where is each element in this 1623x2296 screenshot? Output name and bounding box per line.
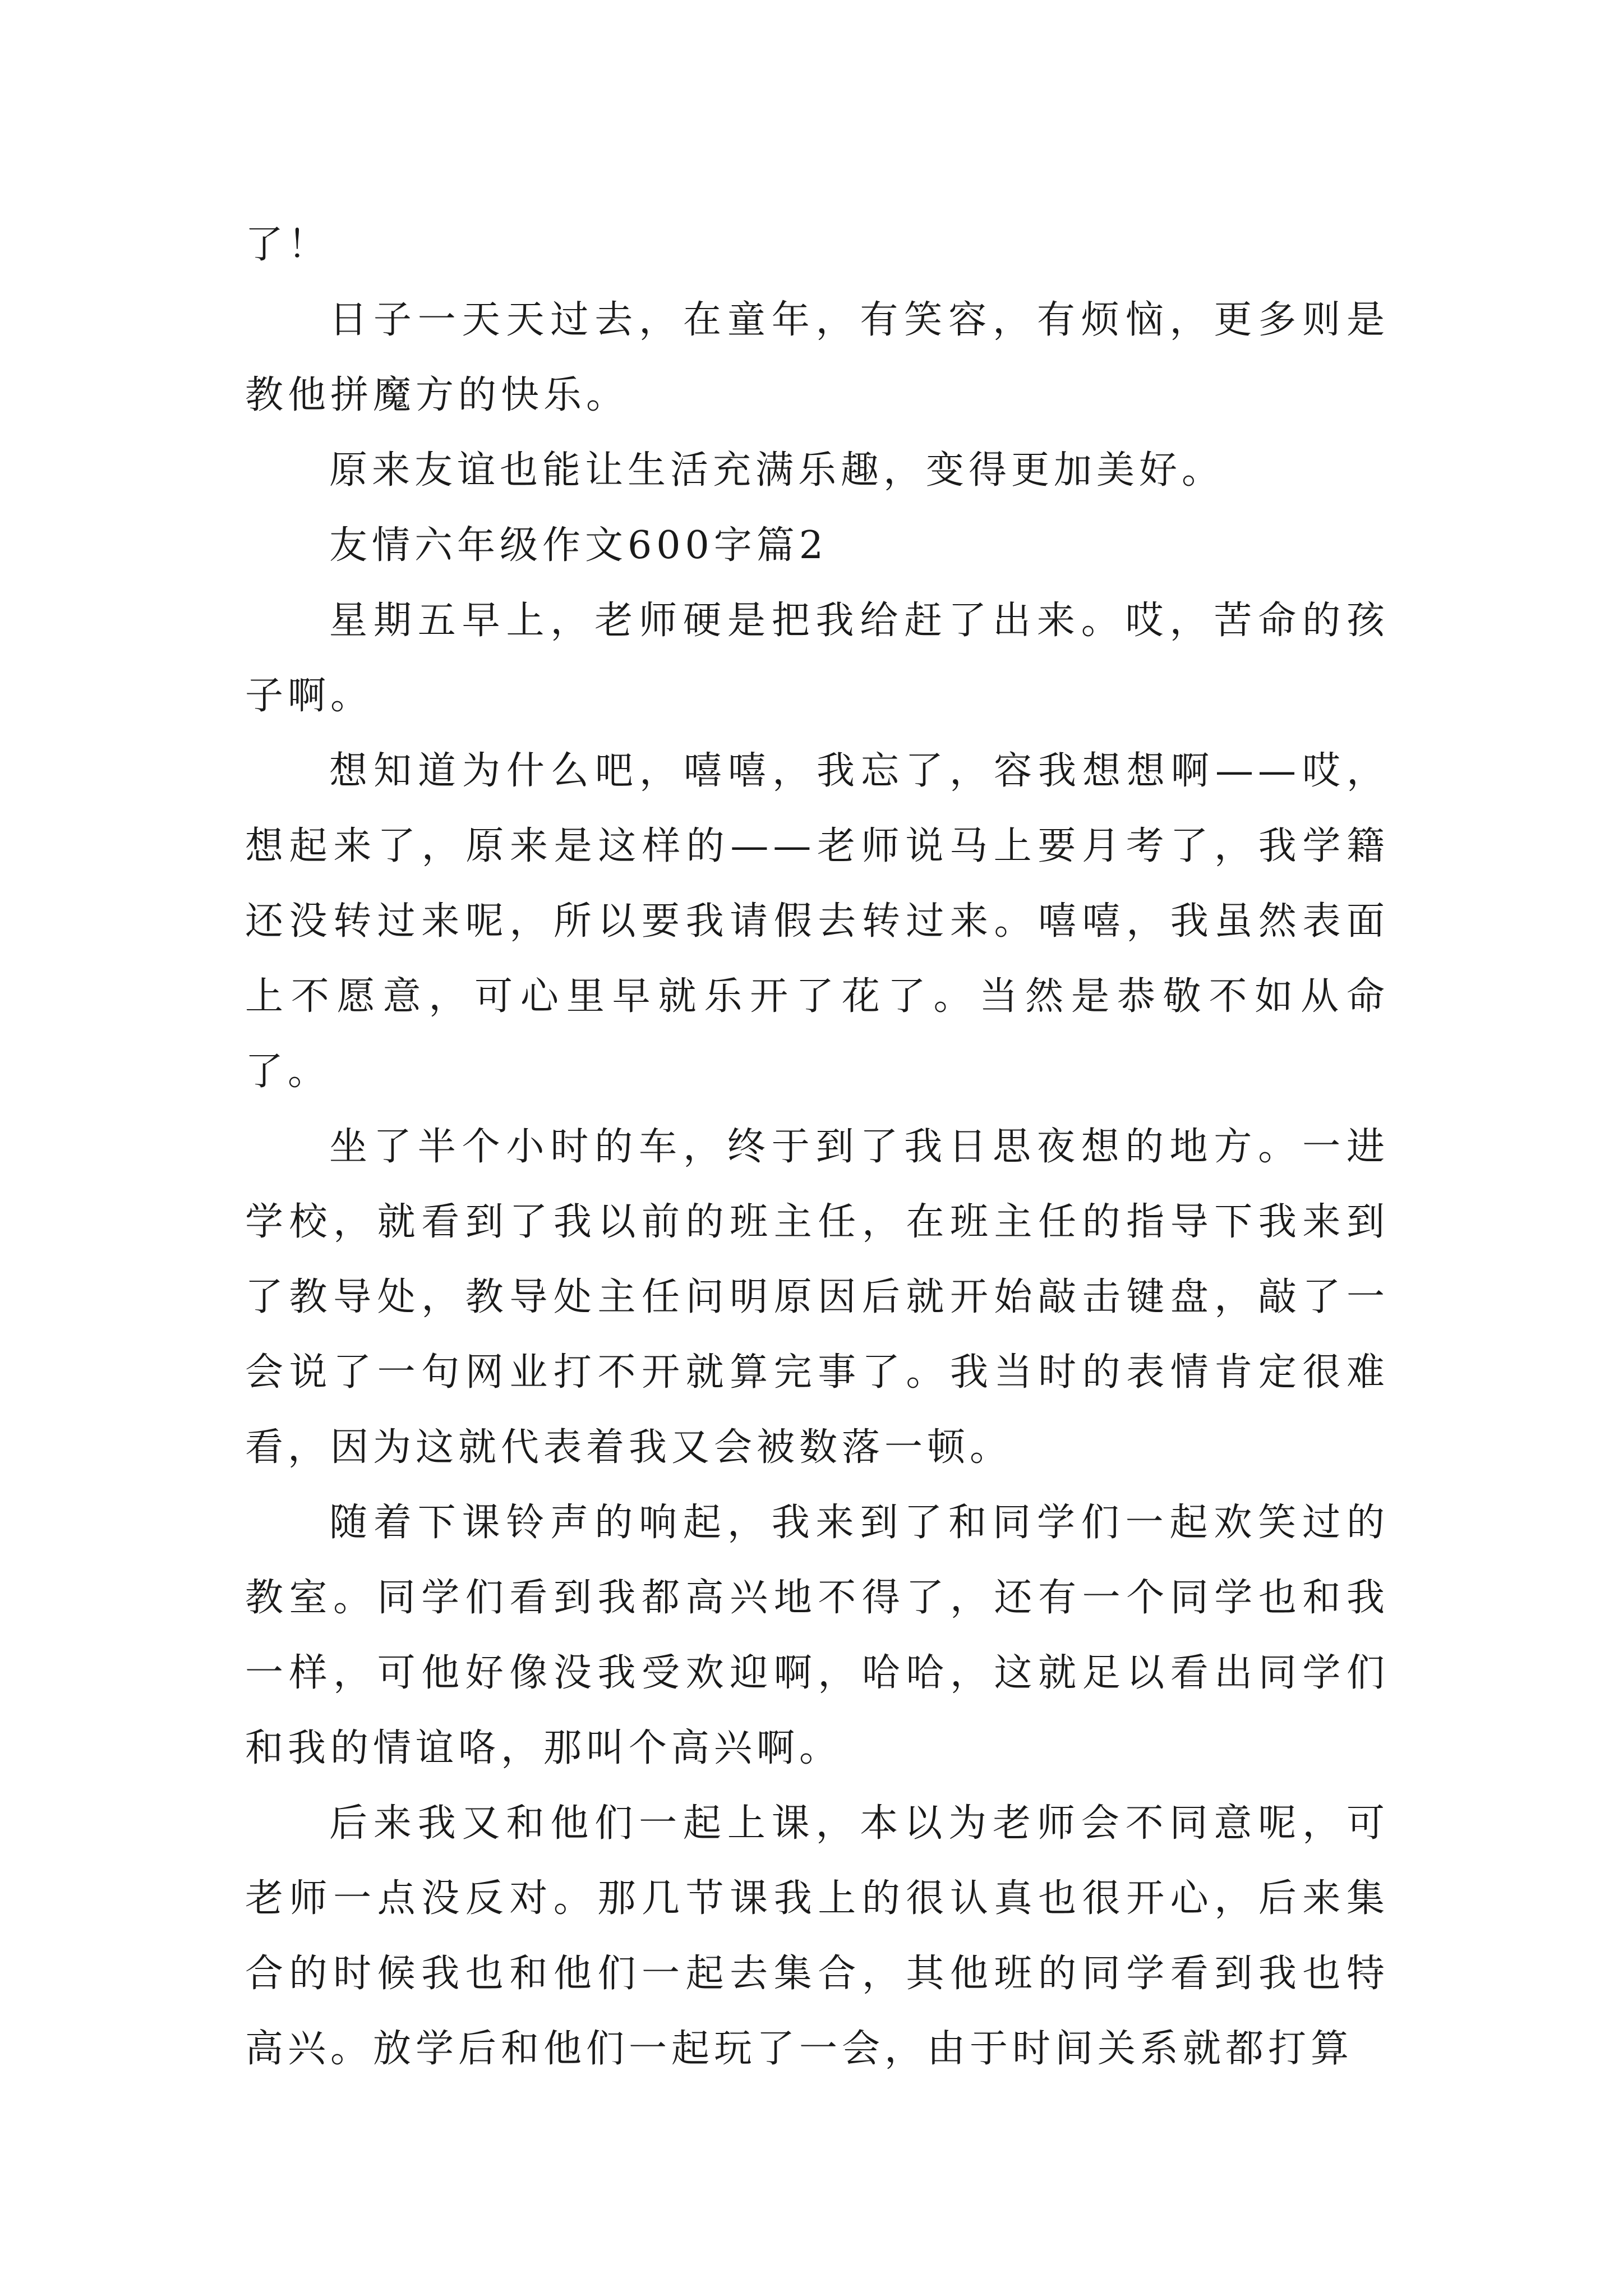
paragraph-continuation: 了！ [245, 223, 331, 267]
essay-section-title: 友情六年级作文600字篇2 [329, 523, 828, 568]
essay-text-body [245, 208, 1389, 2087]
paragraph-arrival-at-school: 坐了半个小时的车，终于到了我日思夜想的地方。一进学校，就看到了我以前的班主任，在班主任的指导下我来到了教导处，教导处主任问明原因后就开始敲击键盘，敲了一会说了一句网业打不开就算完事了。我当时的表情肯定很难看，因为这就代表着我又会被数落一顿。 [245, 1125, 1389, 1470]
paragraph-reason: 想知道为什么吧，嘻嘻，我忘了，容我想想啊——哎，想起来了，原来是这样的——老师说马上要月考了，我学籍还没转过来呢，所以要我请假去转过来。嘻嘻，我虽然表面上不愿意，可心里早就乐开了花了。当然是恭敬不如从命了。 [245, 749, 1389, 1094]
paragraph-childhood-days: 日子一天天过去，在童年，有笑容，有烦恼，更多则是教他拼魔方的快乐。 [245, 298, 1389, 417]
paragraph-afternoon-classes: 后来我又和他们一起上课，本以为老师会不同意呢，可老师一点没反对。那几节课我上的很认真也很开心，后来集合的时候我也和他们一起去集合，其他班的同学看到我也特高兴。放学后和他们一起玩了一会，由于时间关系就都打算 [245, 1801, 1389, 2071]
paragraph-friendship-conclusion: 原来友谊也能让生活充满乐趣，变得更加美好。 [329, 448, 1225, 493]
paragraph-classroom-reunion: 随着下课铃声的响起，我来到了和同学们一起欢笑过的教室。同学们看到我都高兴地不得了，还有一个同学也和我一样，可他好像没我受欢迎啊，哈哈，这就足以看出同学们和我的情谊咯，那叫个高兴啊。 [245, 1501, 1389, 1770]
paragraph-friday-morning: 星期五早上，老师硬是把我给赶了出来。哎，苦命的孩子啊。 [245, 599, 1389, 718]
